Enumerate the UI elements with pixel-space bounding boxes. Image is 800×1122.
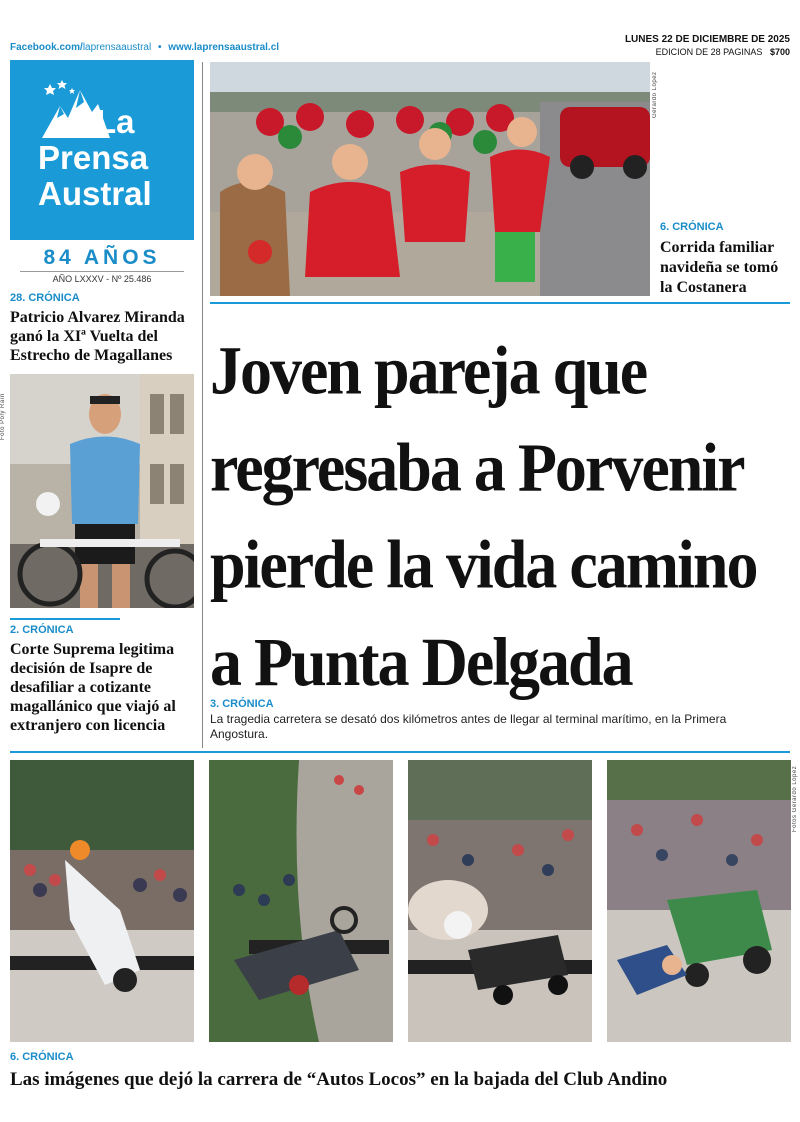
cycling-headline[interactable]: Patricio Alvarez Miranda ganó la XIª Vuelta del Estrecho de Magallanes [10,309,185,364]
anniversary-label: 84 AÑOS [43,246,161,269]
column-divider [202,62,203,748]
autos-kicker[interactable]: 6. CRÓNICA [10,1051,74,1063]
edition-number: AÑO LXXXV - Nº 25.486 [52,274,152,284]
issue-date: LUNES 22 DE DICIEMBRE DE 2025 [624,34,790,45]
website-link[interactable]: www.laprensaaustral.cl [168,42,280,53]
cycling-photo-credit: Foto Poly Raín [0,393,6,440]
run-headline[interactable]: Corrida familiar navideña se tomó la Costanera [660,239,779,296]
isapre-headline[interactable]: Corte Suprema legitima decisión de Isapre de desafiliar a cotizante magallánico que viajó al extranjero con licencia [10,641,176,734]
autos-headline[interactable]: Las imágenes que dejó la carrera de “Autos Locos” en la bajada del Club Andino [10,1069,668,1090]
divider [20,271,184,272]
lead-headline[interactable]: Joven pareja que regresaba a Porvenir pierde la vida camino a Punta Delgada [210,331,757,700]
masthead-logo[interactable] [10,60,194,240]
logo-wordmark: La Prensa Austral [38,103,152,212]
separator-dot: • [157,42,162,53]
run-kicker[interactable]: 6. CRÓNICA [660,221,724,233]
facebook-link[interactable]: Facebook.com/laprensaaustral [10,42,152,53]
section-rule [10,751,790,753]
cycling-kicker[interactable]: 28. CRÓNICA [10,292,80,304]
isapre-kicker[interactable]: 2. CRÓNICA [10,624,74,636]
date-block [625,34,790,58]
issue-pages-price: EDICION DE 28 PAGINAS $700 [655,47,790,57]
section-rule [10,618,120,620]
autos-locos-photo-2[interactable] [209,760,393,1042]
autos-photo-credit: Fotos Gerardo López [792,765,798,832]
social-links [10,42,279,53]
lead-deck: La tragedia carretera se desató dos kilómetros antes de llegar al terminal marítimo, en la Primera Angostura. [210,712,727,741]
section-rule [210,302,790,304]
autos-locos-photo-4[interactable] [607,760,791,1042]
christmas-run-photo[interactable] [210,62,650,296]
autos-locos-photo-1[interactable] [10,760,194,1042]
lead-kicker[interactable]: 3. CRÓNICA [210,698,274,710]
run-photo-credit: Gerardo López [652,71,658,118]
cycling-photo[interactable] [10,374,194,608]
autos-locos-photo-3[interactable] [408,760,592,1042]
